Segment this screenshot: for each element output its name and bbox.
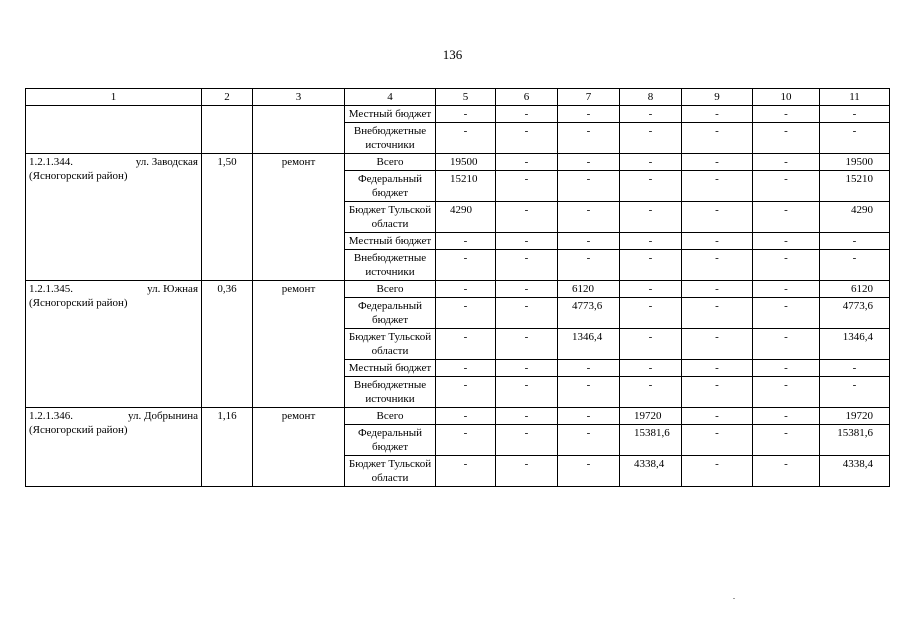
amount-cell: - [682,202,753,233]
amount-cell: - [558,408,620,425]
amount-cell: - [436,425,496,456]
amount-cell: - [620,123,682,154]
amount-cell: 19500 [820,154,890,171]
item-code: 1.2.1.344. [29,156,73,168]
funding-source-cell: Всего [345,281,436,298]
amount-cell: - [682,233,753,250]
funding-source-cell: Бюджет Тульской области [345,329,436,360]
amount-cell: - [753,425,820,456]
amount-cell: - [496,298,558,329]
table-header-row [26,89,890,106]
amount-cell: - [558,106,620,123]
amount-cell: 4290 [436,202,496,233]
empty-cell [202,106,253,154]
amount-cell: - [753,360,820,377]
amount-cell: - [753,154,820,171]
district-name: (Ясногорский район) [29,170,128,182]
amount-cell: - [753,250,820,281]
amount-cell: - [558,250,620,281]
column-header: 11 [820,89,890,106]
amount-cell: - [682,425,753,456]
column-header: 9 [682,89,753,106]
amount-cell: - [496,425,558,456]
amount-cell: 1346,4 [558,329,620,360]
amount-cell: - [620,360,682,377]
amount-cell: 4773,6 [820,298,890,329]
amount-cell: - [820,377,890,408]
funding-source-cell: Бюджет Тульской области [345,202,436,233]
column-header: 5 [436,89,496,106]
amount-cell: - [682,123,753,154]
funding-source-cell: Местный бюджет [345,360,436,377]
amount-cell: - [753,377,820,408]
amount-cell: - [558,202,620,233]
column-header: 8 [620,89,682,106]
funding-source-cell: Местный бюджет [345,233,436,250]
amount-cell: - [558,377,620,408]
amount-cell: - [436,123,496,154]
funding-source-cell: Всего [345,154,436,171]
amount-cell: - [682,329,753,360]
amount-cell: 19720 [620,408,682,425]
road-name-cell [26,408,202,487]
amount-cell: - [558,425,620,456]
amount-cell: - [753,202,820,233]
amount-cell: - [436,250,496,281]
amount-cell: - [558,154,620,171]
amount-cell: - [496,154,558,171]
street-name: ул. Добрынина [127,410,198,422]
amount-cell: - [753,281,820,298]
amount-cell: - [436,329,496,360]
length-cell: 0,36 [202,281,253,408]
amount-cell: - [558,123,620,154]
amount-cell: - [753,106,820,123]
funding-source-cell: Бюджет Тульской области [345,456,436,487]
amount-cell: - [820,233,890,250]
amount-cell: - [496,360,558,377]
empty-cell [253,106,345,154]
amount-cell: - [436,233,496,250]
amount-cell: - [820,106,890,123]
amount-cell: - [820,360,890,377]
amount-cell: - [496,106,558,123]
column-header: 1 [26,89,202,106]
amount-cell: - [558,171,620,202]
amount-cell: - [496,377,558,408]
amount-cell: 4290 [820,202,890,233]
amount-cell: - [496,456,558,487]
amount-cell: 15210 [820,171,890,202]
amount-cell: - [682,171,753,202]
road-name-cell [26,281,202,408]
amount-cell: 15210 [436,171,496,202]
amount-cell: - [620,171,682,202]
amount-cell: - [496,233,558,250]
amount-cell: - [753,123,820,154]
amount-cell: - [682,408,753,425]
amount-cell: - [620,154,682,171]
amount-cell: 4338,4 [820,456,890,487]
amount-cell: 15381,6 [620,425,682,456]
amount-cell: - [496,250,558,281]
column-header: 4 [345,89,436,106]
column-header: 2 [202,89,253,106]
amount-cell: - [682,298,753,329]
amount-cell: 19500 [436,154,496,171]
funding-source-cell: Федеральный бюджет [345,298,436,329]
amount-cell: - [753,408,820,425]
amount-cell: - [436,360,496,377]
amount-cell: - [496,281,558,298]
amount-cell: - [682,106,753,123]
amount-cell: 1346,4 [820,329,890,360]
amount-cell: - [820,123,890,154]
item-code: 1.2.1.346. [29,410,73,422]
table-row [26,408,890,425]
item-code: 1.2.1.345. [29,283,73,295]
length-cell: 1,50 [202,154,253,281]
amount-cell: - [620,250,682,281]
amount-cell: - [496,171,558,202]
amount-cell: - [620,298,682,329]
amount-cell: - [496,329,558,360]
table-row [26,281,890,298]
amount-cell: - [436,408,496,425]
amount-cell: - [682,377,753,408]
amount-cell: - [682,250,753,281]
amount-cell: - [753,456,820,487]
amount-cell: - [436,456,496,487]
street-name: ул. Заводская [135,156,198,168]
amount-cell: - [682,360,753,377]
street-name: ул. Южная [147,283,198,295]
amount-cell: - [620,202,682,233]
amount-cell: - [436,106,496,123]
amount-cell: 19720 [820,408,890,425]
empty-cell [26,106,202,154]
amount-cell: - [558,360,620,377]
work-type-cell: ремонт [253,154,345,281]
amount-cell: - [496,123,558,154]
amount-cell: - [620,377,682,408]
amount-cell: - [436,281,496,298]
funding-source-cell: Внебюджетные источники [345,250,436,281]
column-header: 3 [253,89,345,106]
amount-cell: - [820,250,890,281]
length-cell: 1,16 [202,408,253,487]
column-header: 6 [496,89,558,106]
amount-cell: - [620,329,682,360]
district-name: (Ясногорский район) [29,297,128,309]
amount-cell: - [496,202,558,233]
funding-source-cell: Федеральный бюджет [345,171,436,202]
amount-cell: - [620,106,682,123]
amount-cell: - [558,233,620,250]
work-type-cell: ремонт [253,408,345,487]
financing-table [25,88,890,487]
column-header: 7 [558,89,620,106]
amount-cell: 6120 [558,281,620,298]
amount-cell: - [620,281,682,298]
funding-source-cell: Местный бюджет [345,106,436,123]
funding-source-cell: Федеральный бюджет [345,425,436,456]
amount-cell: - [436,298,496,329]
road-name-cell [26,154,202,281]
amount-cell: - [682,456,753,487]
amount-cell: - [682,154,753,171]
scan-speck [733,598,735,599]
funding-source-cell: Внебюджетные источники [345,377,436,408]
page-number: 136 [442,47,463,62]
work-type-cell: ремонт [253,281,345,408]
amount-cell: - [558,456,620,487]
amount-cell: - [753,171,820,202]
amount-cell: 4773,6 [558,298,620,329]
amount-cell: - [753,298,820,329]
amount-cell: - [753,329,820,360]
amount-cell: 6120 [820,281,890,298]
amount-cell: - [620,233,682,250]
amount-cell: - [682,281,753,298]
column-header: 10 [753,89,820,106]
table-row [26,106,890,123]
amount-cell: - [753,233,820,250]
amount-cell: 15381,6 [820,425,890,456]
amount-cell: - [496,408,558,425]
funding-source-cell: Всего [345,408,436,425]
funding-source-cell: Внебюджетные источники [345,123,436,154]
amount-cell: 4338,4 [620,456,682,487]
district-name: (Ясногорский район) [29,424,128,436]
amount-cell: - [436,377,496,408]
table-row [26,154,890,171]
